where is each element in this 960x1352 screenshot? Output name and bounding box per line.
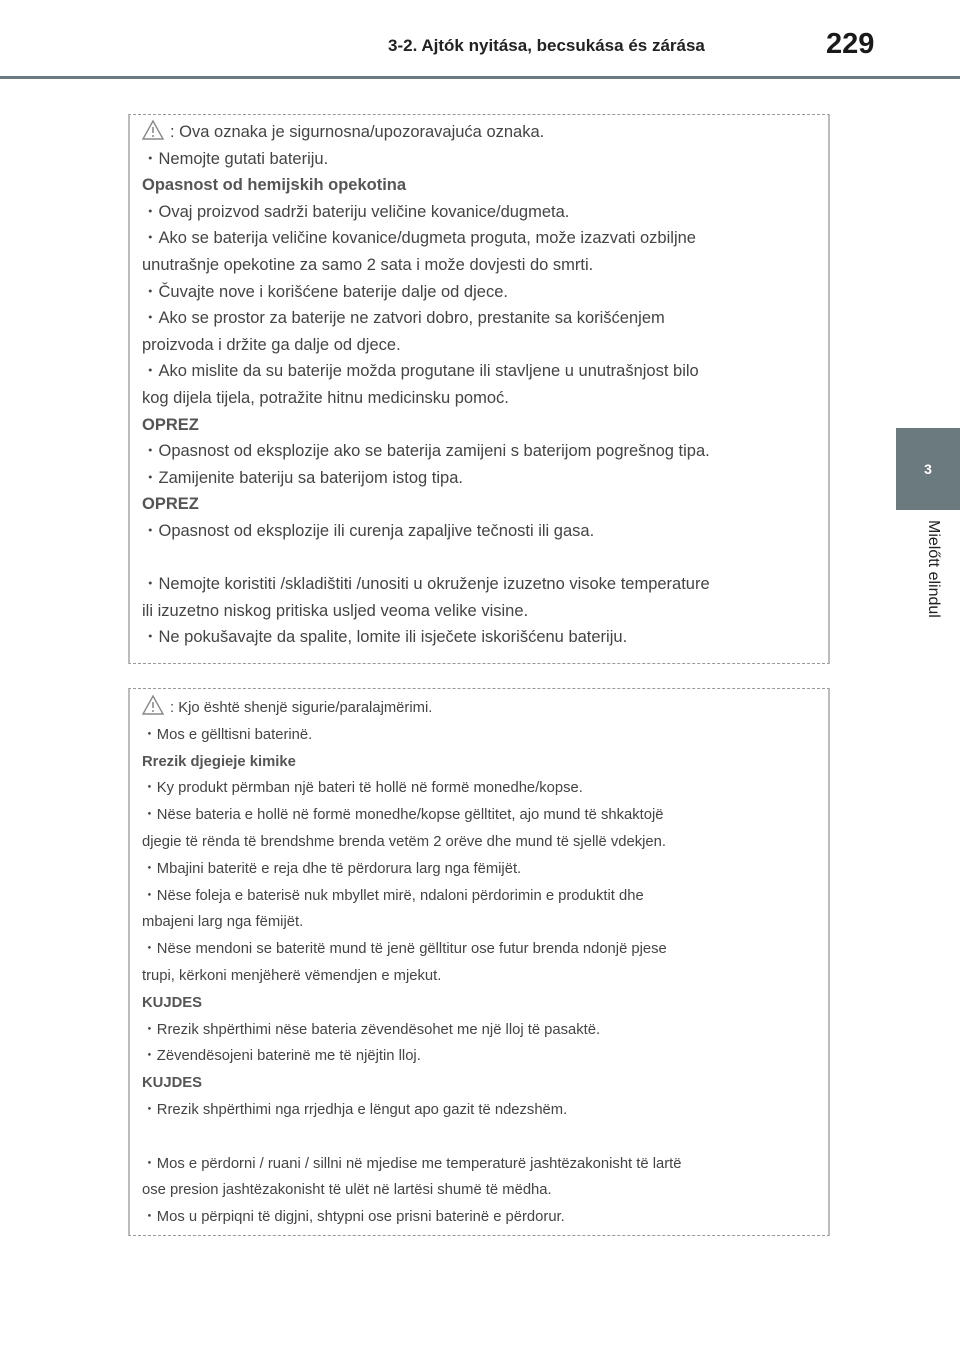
text-line: ・Mos e gëlltisni baterinë. bbox=[142, 726, 313, 743]
warning-triangle-icon bbox=[142, 120, 164, 140]
chapter-number: 3 bbox=[924, 461, 932, 477]
text-line: ・Nemojte gutati bateriju. bbox=[142, 149, 329, 168]
text-line: trupi, kërkoni menjëherë vëmendjen e mjekut. bbox=[142, 967, 442, 984]
text-line: ・Ky produkt përmban një bateri të hollë në formë monedhe/kopse. bbox=[142, 780, 583, 797]
warning-mark-text: : Kjo është shenjë sigurie/paralajmërimi. bbox=[170, 700, 433, 716]
subheading: OPREZ bbox=[142, 495, 199, 514]
text-line: ・Mos e përdorni / ruani / sillni në mjedise me temperaturë jashtëzakonisht të lartë bbox=[142, 1155, 682, 1172]
header-rule bbox=[0, 76, 960, 79]
text-line: ili izuzetno niskog pritiska usljed veoma velike visine. bbox=[142, 601, 529, 620]
text-line: ・Opasnost od eksplozije ili curenja zapaljive tečnosti ili gasa. bbox=[142, 521, 595, 540]
text-line: ・Ako se baterija veličine kovanice/dugmeta proguta, može izazvati ozbiljne bbox=[142, 229, 696, 248]
text-line: ・Opasnost od eksplozije ako se baterija zamijeni s baterijom pogrešnog tipa. bbox=[142, 442, 710, 461]
chapter-label: Mielőtt elindul bbox=[925, 520, 942, 618]
text-line: ・Ne pokušavajte da spalite, lomite ili isječete iskorišćenu bateriju. bbox=[142, 628, 628, 647]
text-line: ・Nëse foleja e baterisë nuk mbyllet mirë, ndaloni përdorimin e produktit dhe bbox=[142, 887, 644, 904]
text-line: ・Rrezik shpërthimi nga rrjedhja e lëngut apo gazit të ndezshëm. bbox=[142, 1101, 568, 1118]
text-line: ・Rrezik shpërthimi nëse bateria zëvendësohet me një lloj të pasaktë. bbox=[142, 1021, 601, 1038]
warning-mark-text: : Ova oznaka je sigurnosna/upozoravajuća oznaka. bbox=[170, 123, 545, 141]
text-line: djegie të rënda të brendshme brenda vetëm 2 orëve dhe mund të sjellë vdekjen. bbox=[142, 833, 666, 850]
text-line: mbajeni larg nga fëmijët. bbox=[142, 914, 304, 931]
subheading: KUJDES bbox=[142, 994, 203, 1011]
blank-line bbox=[142, 545, 828, 572]
subheading: OPREZ bbox=[142, 415, 199, 434]
section-title: 3-2. Ajtók nyitása, becsukása és zárása bbox=[388, 36, 705, 55]
text-line: ・Ako se prostor za baterije ne zatvori dobro, prestanite sa korišćenjem bbox=[142, 309, 665, 328]
text-line: proizvoda i držite ga dalje od djece. bbox=[142, 335, 401, 354]
text-line: unutrašnje opekotine za samo 2 sata i može dovjesti do smrti. bbox=[142, 255, 594, 274]
text-line: ・Nëse bateria e hollë në formë monedhe/kopse gëlltitet, ajo mund të shkaktojë bbox=[142, 807, 664, 824]
warning-box-albanian bbox=[128, 688, 830, 1236]
text-line: ・Ako mislite da su baterije možda progutane ili stavljene u unutrašnjost bilo bbox=[142, 362, 699, 381]
subheading: Opasnost od hemijskih opekotina bbox=[142, 176, 407, 195]
text-line: ・Zëvendësojeni baterinë me të njëjtin lloj. bbox=[142, 1048, 421, 1065]
warning-box-bosnian bbox=[128, 114, 830, 664]
warning-line bbox=[142, 119, 828, 146]
text-line: ・Zamijenite bateriju sa baterijom istog tipa. bbox=[142, 468, 463, 487]
text-line: kog dijela tijela, potražite hitnu medicinsku pomoć. bbox=[142, 388, 509, 407]
text-line: ・Ovaj proizvod sadrži bateriju veličine kovanice/dugmeta. bbox=[142, 202, 570, 221]
warning-triangle-icon bbox=[142, 695, 164, 715]
subheading: KUJDES bbox=[142, 1075, 203, 1092]
warning-line bbox=[142, 695, 828, 722]
text-line: ・Nemojte koristiti /skladištiti /unositi u okruženje izuzetno visoke temperature bbox=[142, 575, 710, 594]
text-line: ・Nëse mendoni se bateritë mund të jenë gëlltitur ose futur brenda ndonjë pjese bbox=[142, 941, 667, 958]
subheading: Rrezik djegieje kimike bbox=[142, 753, 296, 770]
text-line: ・Mos u përpiqni të digjni, shtypni ose prisni baterinë e përdorur. bbox=[142, 1209, 565, 1226]
chapter-tab bbox=[896, 428, 960, 510]
text-line: ・Čuvajte nove i korišćene baterije dalje od djece. bbox=[142, 282, 508, 301]
page-number: 229 bbox=[826, 28, 875, 60]
text-line: ・Mbajini bateritë e reja dhe të përdorura larg nga fëmijët. bbox=[142, 860, 522, 877]
blank-line bbox=[142, 1124, 828, 1151]
text-line: ose presion jashtëzakonisht të ulët në lartësi shumë të mëdha. bbox=[142, 1182, 552, 1199]
